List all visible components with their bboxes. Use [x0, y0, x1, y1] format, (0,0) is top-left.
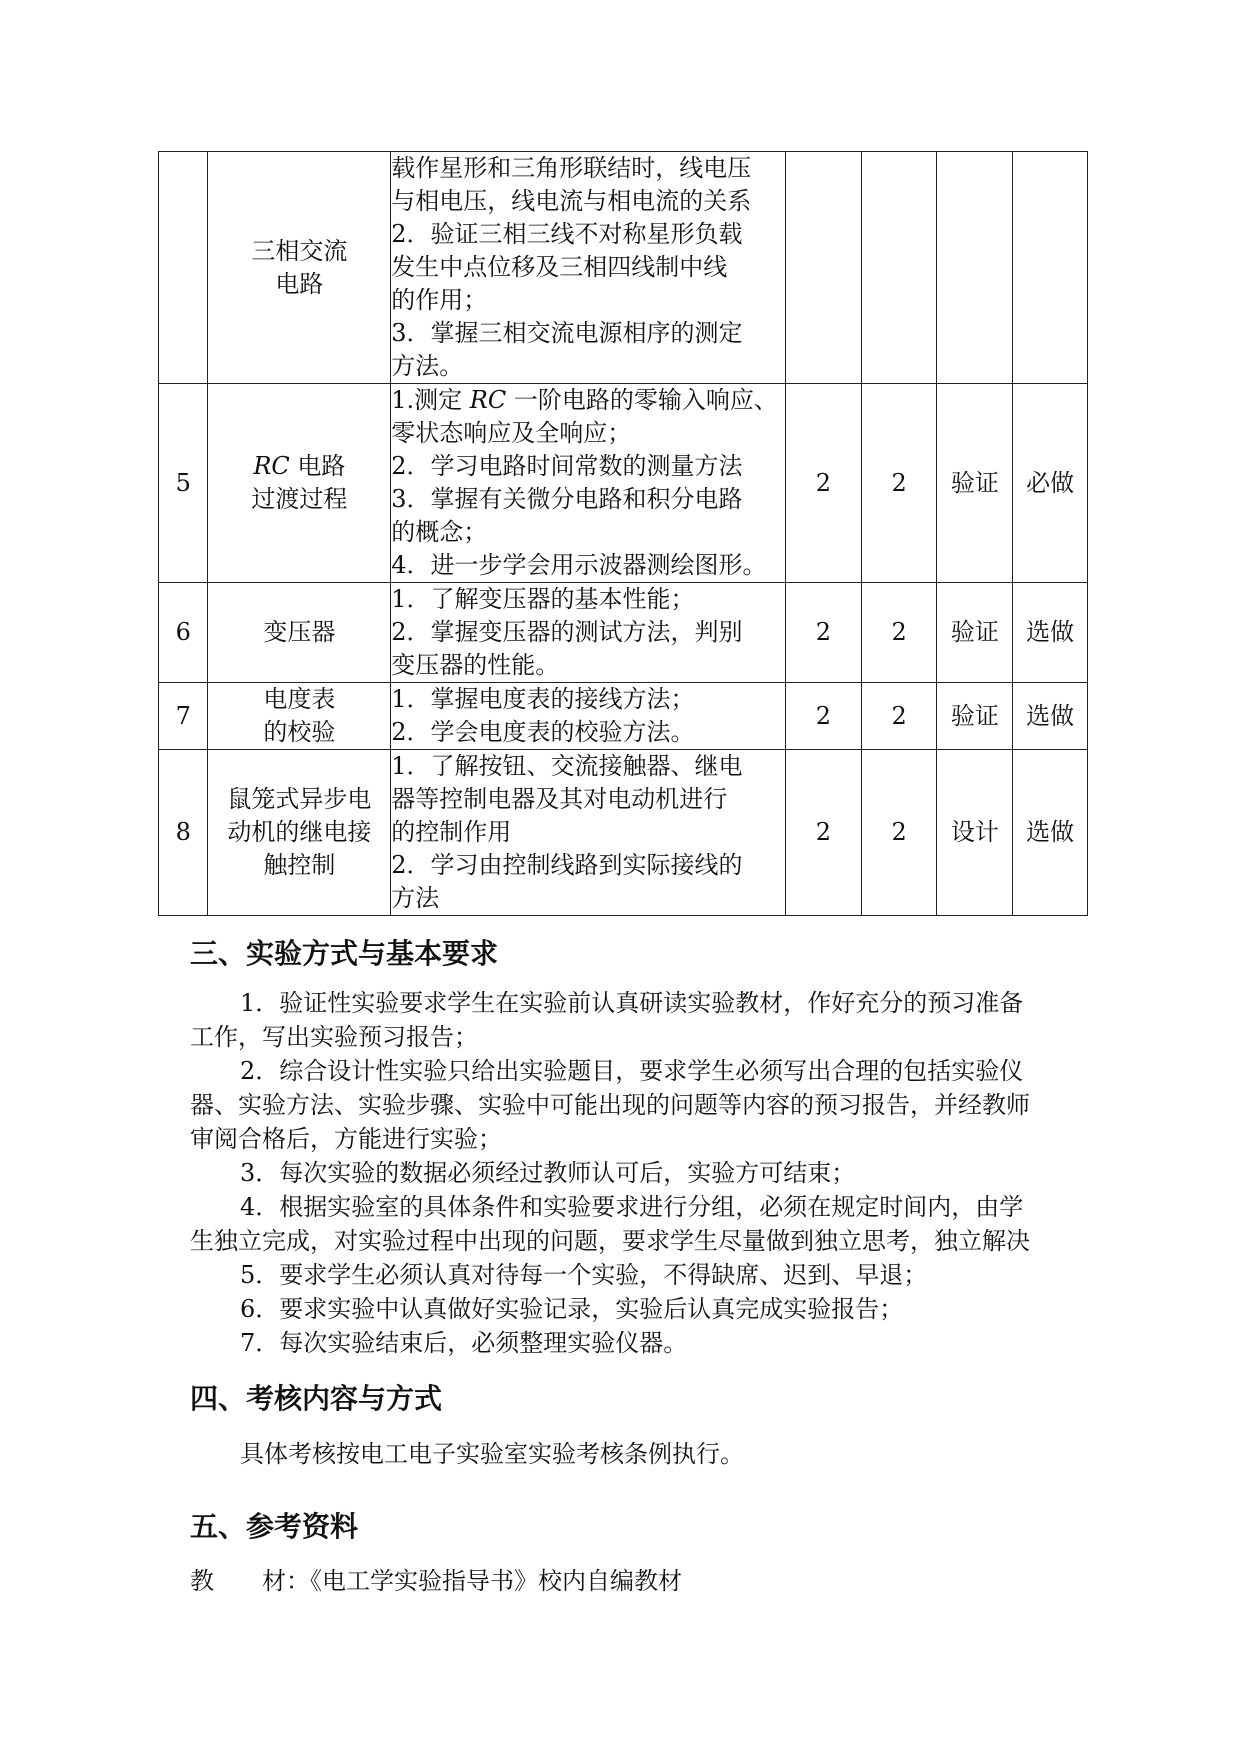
experiment-requirement: [1013, 683, 1088, 750]
content-line: 4．进一步学会用示波器测绘图形。: [391, 551, 767, 579]
experiment-number: [159, 384, 208, 583]
experiment-type: [937, 583, 1013, 683]
content-line: 1．掌握电度表的接线方法；: [391, 685, 695, 713]
number-text: 8: [175, 818, 191, 846]
content-line: 2．验证三相三线不对称星形负载: [391, 220, 743, 248]
content-line: 方法: [391, 884, 440, 912]
experiment-hours: [786, 152, 862, 384]
requirement-text: 选做: [1026, 701, 1075, 730]
number-text: 5: [175, 468, 191, 497]
content-line: 2．学习电路时间常数的测量方法: [391, 452, 743, 480]
count-text: 2: [891, 618, 907, 646]
experiment-name: [208, 583, 391, 683]
count-text: 2: [891, 468, 907, 497]
section-3-title: 三、实验方式与基本要求: [190, 937, 499, 970]
name-line: 过渡过程: [251, 485, 348, 513]
section-5-title: 五、参考资料: [190, 1510, 359, 1543]
experiment-requirement: [1013, 750, 1088, 916]
content-line: 2．掌握变压器的测试方法，判别: [391, 618, 743, 646]
experiment-count: [861, 384, 937, 583]
name-line: 电度表: [263, 685, 336, 713]
section-4-body: [190, 1437, 1060, 1471]
requirement-line: 6．要求实验中认真做好实验记录，实验后认真完成实验报告；: [240, 1295, 904, 1323]
experiment-type: [937, 750, 1013, 916]
count-text: 2: [891, 701, 907, 730]
name-line: 电路: [275, 269, 324, 298]
type-text: 验证: [950, 618, 999, 646]
section-3-body: [190, 986, 1060, 1360]
experiment-hours: [786, 583, 862, 683]
requirement-line: 生独立完成，对实验过程中出现的问题，要求学生尽量做到独立思考，独立解决: [190, 1227, 1030, 1255]
requirement-line: 审阅合格后，方能进行实验；: [190, 1125, 502, 1153]
content-line: 3．掌握三相交流电源相序的测定: [391, 319, 743, 347]
requirement-line: 3．每次实验的数据必须经过教师认可后，实验方可结束；: [240, 1159, 856, 1187]
content-line: 1.测定 RC 一阶电路的零输入响应、: [391, 386, 778, 414]
experiment-requirement: [1013, 152, 1088, 384]
experiment-name: [208, 750, 391, 916]
content-line: 的作用；: [391, 286, 488, 314]
experiment-type: [937, 683, 1013, 750]
content-line: 零状态响应及全响应；: [391, 419, 632, 447]
requirement-line: 7．每次实验结束后，必须整理实验仪器。: [240, 1329, 688, 1357]
content-line: 1．了解变压器的基本性能；: [391, 585, 695, 613]
content-line: 载作星形和三角形联结时，线电压: [391, 154, 752, 182]
experiment-content: [391, 384, 786, 583]
requirement-line: 2．综合设计性实验只给出实验题目，要求学生必须写出合理的包括实验仪: [240, 1057, 1024, 1085]
experiment-name: [208, 384, 391, 583]
reference-entry: [190, 1564, 1060, 1598]
type-text: 验证: [950, 468, 999, 497]
experiment-number: [159, 152, 208, 384]
experiment-count: [861, 750, 937, 916]
requirement-line: 1．验证性实验要求学生在实验前认真研读实验教材，作好充分的预习准备: [240, 989, 1024, 1017]
section-4-title: 四、考核内容与方式: [190, 1382, 443, 1415]
content-line: 的概念；: [391, 518, 488, 546]
requirement-text: 选做: [1026, 618, 1075, 646]
type-text: 验证: [950, 701, 999, 730]
name-line: 鼠笼式异步电: [227, 785, 372, 813]
experiment-count: [861, 152, 937, 384]
number-text: 7: [175, 701, 191, 730]
table-row: [159, 152, 1088, 384]
requirement-line: 工作，写出实验预习报告；: [190, 1023, 478, 1051]
reference-text: 《电工学实验指导书》校内自编教材: [310, 1567, 682, 1595]
content-line: 3．掌握有关微分电路和积分电路: [391, 485, 743, 513]
experiment-count: [861, 683, 937, 750]
experiment-content: [391, 750, 786, 916]
type-text: 设计: [950, 818, 999, 846]
experiment-content: [391, 583, 786, 683]
experiment-number: [159, 583, 208, 683]
content-line: 方法。: [391, 352, 464, 380]
content-line: 变压器的性能。: [391, 651, 560, 679]
hours-text: 2: [815, 468, 832, 497]
content-line: 发生中点位移及三相四线制中线: [391, 253, 728, 281]
table-row: [159, 384, 1088, 583]
experiment-requirement: [1013, 384, 1088, 583]
requirement-text: 选做: [1026, 818, 1075, 846]
name-line: 变压器: [263, 618, 336, 646]
requirement-line: 器、实验方法、实验步骤、实验中可能出现的问题等内容的预习报告，并经教师: [190, 1091, 1030, 1119]
experiment-type: [937, 384, 1013, 583]
table-row: [159, 750, 1088, 916]
section-5-body: [190, 1564, 1060, 1598]
requirement-text: 必做: [1026, 468, 1075, 497]
name-line: RC 电路: [253, 452, 346, 480]
name-line: 触控制: [263, 851, 336, 879]
content-line: 2．学习由控制线路到实际接线的: [391, 851, 743, 879]
experiment-type: [937, 152, 1013, 384]
content-line: 的控制作用: [391, 818, 512, 846]
experiment-hours: [786, 750, 862, 916]
experiment-name: [208, 683, 391, 750]
requirement-line: 4．根据实验室的具体条件和实验要求进行分组，必须在规定时间内，由学: [240, 1193, 1024, 1221]
experiment-hours: [786, 384, 862, 583]
section-4-text: 具体考核按电工电子实验室实验考核条例执行。: [240, 1440, 744, 1468]
experiment-hours: [786, 683, 862, 750]
requirement-line: 5．要求学生必须认真对待每一个实验，不得缺席、迟到、早退；: [240, 1261, 928, 1289]
experiment-number: [159, 750, 208, 916]
reference-label: 教 材：: [190, 1567, 310, 1595]
experiment-number: [159, 683, 208, 750]
experiment-name: [208, 152, 391, 384]
hours-text: 2: [815, 618, 832, 646]
name-line: 三相交流: [251, 236, 348, 265]
number-text: 6: [175, 618, 191, 646]
hours-text: 2: [815, 818, 832, 846]
experiment-table: [158, 151, 1088, 916]
hours-text: 2: [815, 701, 832, 730]
experiment-table-body: [159, 152, 1088, 916]
content-line: 2．学会电度表的校验方法。: [391, 718, 695, 746]
experiment-content: [391, 152, 786, 384]
experiment-count: [861, 583, 937, 683]
experiment-requirement: [1013, 583, 1088, 683]
experiment-content: [391, 683, 786, 750]
content-line: 与相电压，线电流与相电流的关系: [391, 187, 752, 215]
table-row: [159, 683, 1088, 750]
content-line: 1．了解按钮、交流接触器、继电: [391, 752, 743, 780]
content-line: 器等控制电器及其对电动机进行: [391, 785, 728, 813]
count-text: 2: [891, 818, 907, 846]
name-line: 的校验: [263, 718, 336, 746]
name-line: 动机的继电接: [227, 818, 372, 846]
table-row: [159, 583, 1088, 683]
